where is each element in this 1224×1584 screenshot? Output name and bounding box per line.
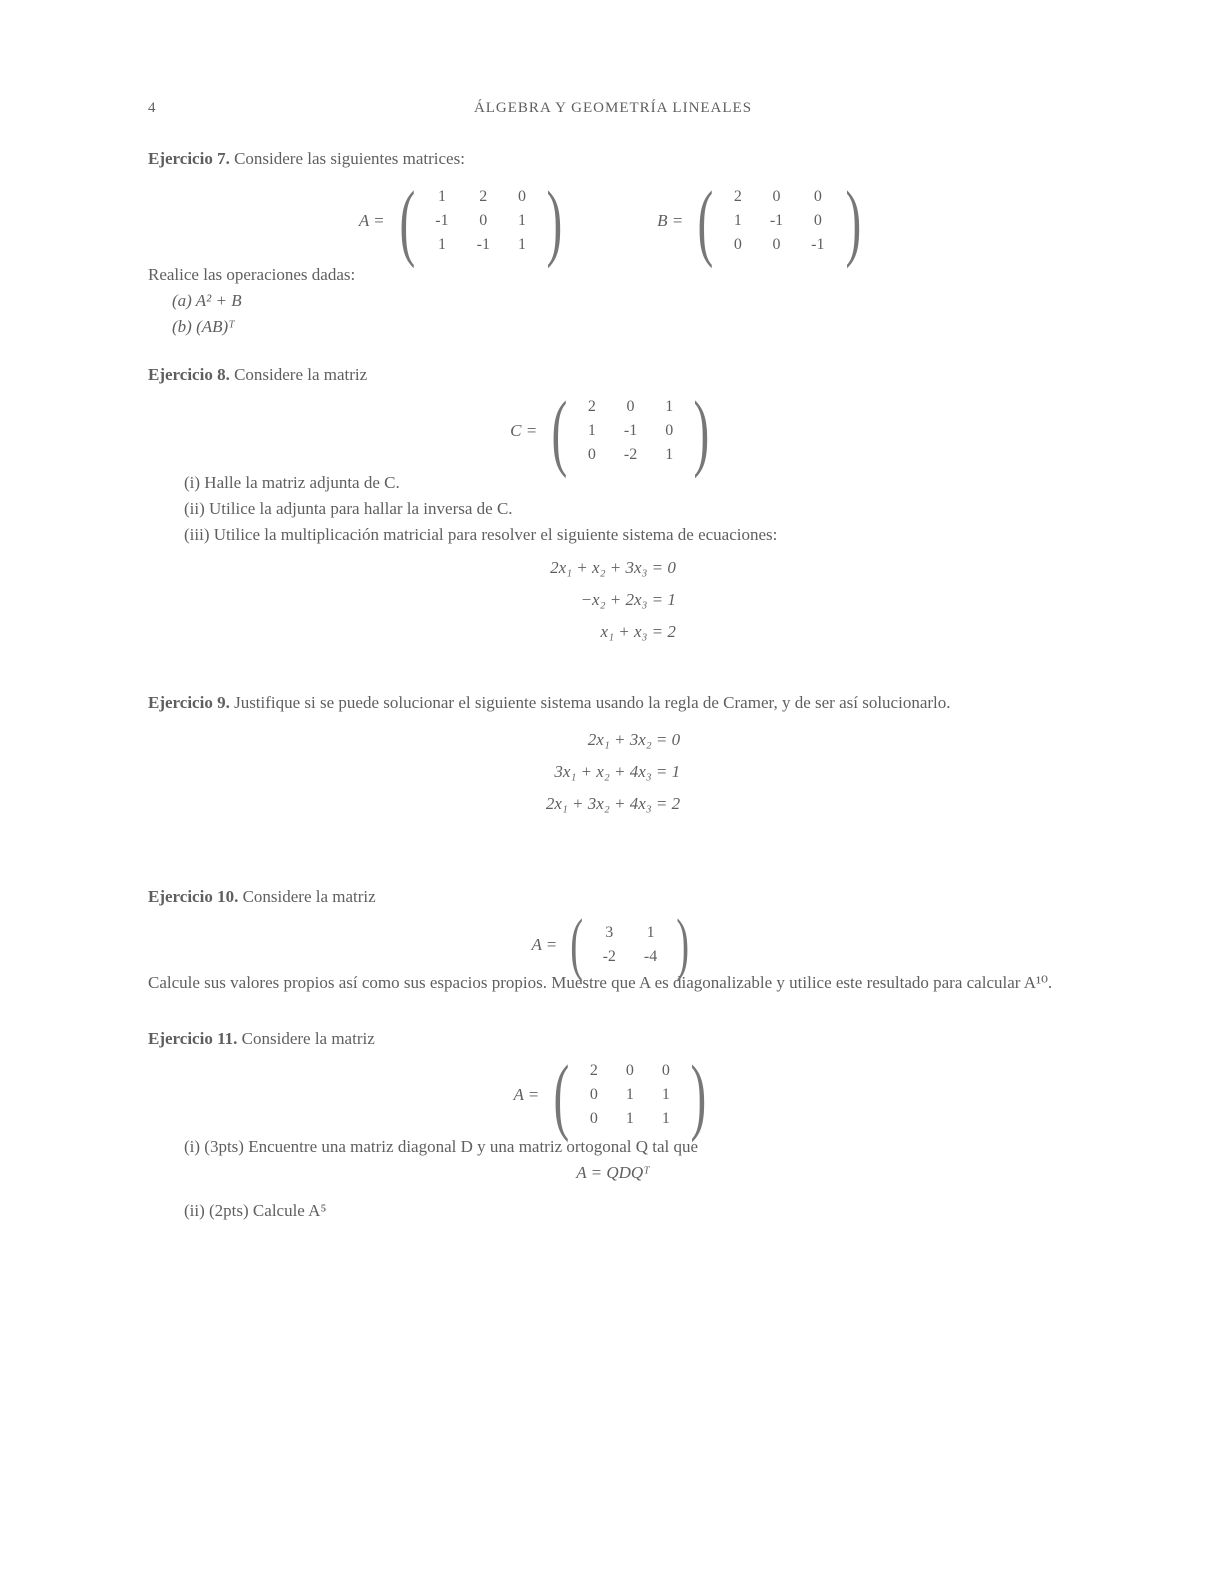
- system-eq-3: x₁ + x₃ = 2: [600, 622, 676, 641]
- system-eq-1: 2x₁ + 3x₂ = 0: [587, 730, 681, 749]
- matrix-entry: 0: [589, 1086, 598, 1103]
- matrix-entry: 2: [733, 188, 742, 205]
- exercise-10-intro: Ejercicio 10. Considere la matriz: [148, 887, 376, 906]
- matrix-entry: 1: [661, 1086, 670, 1103]
- exercise-11-formula: A = QDQᵀ: [576, 1163, 650, 1182]
- matrix-entry: 0: [587, 446, 596, 463]
- matrix-entry: 1: [646, 924, 655, 941]
- exercise-11-matrix: [148, 1047, 1078, 1143]
- system-eq-2: −x₂ + 2x₃ = 1: [580, 590, 676, 609]
- matrix-a-table: [589, 921, 672, 969]
- exercise-8-system: [148, 552, 1078, 648]
- matrix-b-table: [720, 185, 839, 257]
- exercise-9-head: Ejercicio 9.: [148, 693, 230, 712]
- exercise-7-head: Ejercicio 7.: [148, 149, 230, 168]
- exercise-7-intro: Ejercicio 7. Considere las siguientes matrices:: [148, 149, 465, 168]
- matrix-entry: 1: [517, 212, 526, 229]
- matrix-entry: 1: [665, 446, 674, 463]
- exercise-7: [148, 146, 1078, 340]
- system-eq-2: 3x₁ + x₂ + 4x₃ = 1: [554, 762, 681, 781]
- matrix-entry: 0: [661, 1062, 670, 1079]
- matrix-entry: 0: [733, 236, 742, 253]
- exercise-11: [148, 1026, 1078, 1224]
- exercise-7-item-b: (b) (AB)ᵀ: [172, 317, 235, 336]
- matrix-entry: 2: [589, 1062, 598, 1079]
- matrix-a-table: [576, 1059, 684, 1131]
- exercise-8-item-iii: (iii) Utilice la multiplicación matricial para resolver el siguiente sistema de ecuaciones:: [184, 525, 778, 544]
- exercise-11-item-i: (i) (3pts) Encuentre una matriz diagonal D y una matriz ortogonal Q tal que: [184, 1137, 699, 1156]
- system-eq-3: 2x₁ + 3x₂ + 4x₃ = 2: [545, 794, 681, 813]
- matrix-entry: 1: [437, 236, 446, 253]
- matrix-c: C = ( 2 0 1 1 -1 0 0 -2 1 ): [510, 383, 710, 479]
- matrix-entry: -1: [769, 212, 784, 229]
- exercise-9-intro: Ejercicio 9. Justifique si se puede solucionar el siguiente sistema usando la regla de Cramer, y de ser así solucionarlo.: [148, 693, 951, 712]
- exercise-7-matrices: [148, 173, 1078, 269]
- matrix-c-table: [574, 395, 687, 467]
- matrix-entry: 1: [587, 422, 596, 439]
- matrix-entry: 1: [625, 1086, 634, 1103]
- matrix-entry: -2: [623, 446, 638, 463]
- exercise-8-item-ii: (ii) Utilice la adjunta para hallar la inversa de C.: [184, 499, 513, 518]
- matrix-entry: 3: [605, 924, 614, 941]
- exercise-9-system: [148, 724, 1078, 820]
- exercise-11-head: Ejercicio 11.: [148, 1029, 238, 1048]
- matrix-entry: 0: [813, 212, 822, 229]
- matrix-entry: -1: [623, 422, 638, 439]
- matrix-entry: 1: [665, 398, 674, 415]
- matrix-entry: -1: [435, 212, 449, 229]
- matrix-a: A = ( 3 1 -2 -4 ): [531, 906, 690, 983]
- matrix-entry: 0: [665, 422, 674, 439]
- matrix-entry: 2: [479, 188, 488, 205]
- matrix-b: B = ( 2 0 0 1 -1 0 0 0 -1 ): [657, 173, 861, 269]
- exercise-7-task: Realice las operaciones dadas:: [148, 265, 356, 284]
- matrix-entry: 2: [587, 398, 596, 415]
- matrix-entry: 1: [517, 236, 526, 253]
- matrix-entry: -1: [811, 236, 825, 253]
- page-header: [148, 100, 1078, 124]
- matrix-entry: 1: [661, 1110, 670, 1127]
- exercise-8-intro: Ejercicio 8. Considere la matriz: [148, 365, 368, 384]
- running-title: ÁLGEBRA Y GEOMETRÍA LINEALES: [473, 100, 753, 116]
- matrix-entry: 0: [479, 212, 488, 229]
- matrix-entry: 0: [589, 1110, 598, 1127]
- matrix-entry: 0: [517, 188, 526, 205]
- exercise-11-intro: Ejercicio 11. Considere la matriz: [148, 1029, 375, 1048]
- matrix-a: A = ( 1 2 0 -1 0 1 1 -1 1 ): [358, 173, 563, 269]
- matrix-entry: -1: [476, 236, 490, 253]
- exercise-10: [148, 884, 1078, 996]
- exercise-8-matrix: [148, 383, 1078, 479]
- matrix-a-table: [421, 185, 540, 257]
- matrix-entry: 0: [625, 1062, 634, 1079]
- matrix-entry: -2: [602, 948, 616, 965]
- page-number: 4: [148, 100, 156, 116]
- matrix-entry: 0: [813, 188, 822, 205]
- exercise-10-head: Ejercicio 10.: [148, 887, 239, 906]
- exercise-8-item-i: (i) Halle la matriz adjunta de C.: [184, 473, 400, 492]
- exercise-8-head: Ejercicio 8.: [148, 365, 230, 384]
- matrix-entry: -4: [643, 948, 658, 965]
- matrix-entry: 1: [625, 1110, 634, 1127]
- exercise-9: [148, 690, 1078, 820]
- exercise-8: [148, 362, 1078, 648]
- exercise-10-text: Calcule sus valores propios así como sus espacios propios. Muestre que A es diagonalizable y utilice este resultado para calcular A¹⁰.: [148, 973, 1053, 992]
- system-eq-1: 2x₁ + x₂ + 3x₃ = 0: [550, 558, 676, 577]
- matrix-entry: 1: [733, 212, 742, 229]
- matrix-entry: 1: [437, 188, 446, 205]
- matrix-a: A = ( 2 0 0 0 1 1 0 1 1 ): [513, 1047, 707, 1143]
- matrix-entry: 0: [626, 398, 635, 415]
- matrix-entry: 0: [772, 236, 781, 253]
- exercise-11-item-ii: (ii) (2pts) Calcule A⁵: [184, 1201, 327, 1220]
- matrix-entry: 0: [772, 188, 781, 205]
- exercise-7-item-a: (a) A² + B: [172, 291, 242, 310]
